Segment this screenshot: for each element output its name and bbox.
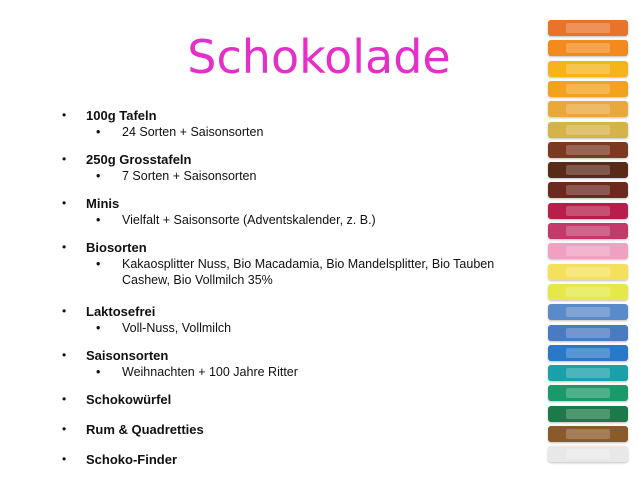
sub-item: [96, 124, 263, 140]
list-item: [62, 392, 171, 408]
chocolate-bar: [548, 162, 628, 178]
bullet: •: [62, 392, 67, 406]
bar-label-patch: [566, 84, 610, 94]
sub-item: [96, 212, 376, 228]
sub-item: [96, 364, 298, 380]
item-heading: 250g Grosstafeln: [86, 152, 192, 167]
chocolate-bar-stack-image: [548, 20, 628, 470]
chocolate-bar: [548, 203, 628, 219]
chocolate-bar: [548, 304, 628, 320]
sub-item-text: 7 Sorten + Saisonsorten: [122, 169, 257, 183]
bar-label-patch: [566, 449, 610, 459]
chocolate-bar: [548, 142, 628, 158]
bullet: •: [62, 196, 67, 210]
chocolate-bar: [548, 40, 628, 56]
sub-item: [96, 168, 256, 184]
bar-label-patch: [566, 64, 610, 74]
list-item: [62, 108, 263, 140]
bar-label-patch: [566, 287, 610, 297]
bullet: •: [62, 422, 67, 436]
bar-label-patch: [566, 206, 610, 216]
chocolate-bar: [548, 223, 628, 239]
bar-label-patch: [566, 348, 610, 358]
chocolate-bar: [548, 325, 628, 341]
bar-label-patch: [566, 246, 610, 256]
item-heading: Saisonsorten: [86, 348, 169, 363]
sub-item-text: Vielfalt + Saisonsorte (Adventskalender, z. B.): [122, 213, 376, 227]
bullet: •: [62, 240, 67, 254]
sub-item: [96, 320, 231, 336]
chocolate-bar: [548, 345, 628, 361]
bar-label-patch: [566, 145, 610, 155]
item-heading: Minis: [86, 196, 120, 211]
bar-label-patch: [566, 125, 610, 135]
sub-item-text: Kakaosplitter Nuss, Bio Macadamia, Bio Mandelsplitter, Bio Tauben Cashew, Bio Vollmilch 35%: [122, 257, 495, 287]
bullet: •: [62, 304, 67, 318]
sub-item-text: 24 Sorten + Saisonsorten: [122, 125, 264, 139]
item-heading: Rum & Quadretties: [86, 422, 204, 437]
chocolate-bar: [548, 182, 628, 198]
list-item: [62, 452, 177, 468]
chocolate-bar: [548, 81, 628, 97]
sub-bullet: •: [96, 365, 101, 379]
item-heading: Laktosefrei: [86, 304, 156, 319]
slide-title: Schokolade: [187, 30, 451, 84]
bar-label-patch: [566, 104, 610, 114]
bar-label-patch: [566, 165, 610, 175]
chocolate-bar: [548, 446, 628, 462]
sub-bullet: •: [96, 257, 101, 271]
bar-label-patch: [566, 43, 610, 53]
sub-bullet: •: [96, 213, 101, 227]
bar-label-patch: [566, 226, 610, 236]
sub-item-text: Weihnachten + 100 Jahre Ritter: [122, 365, 298, 379]
sub-bullet: •: [96, 125, 101, 139]
item-heading: 100g Tafeln: [86, 108, 157, 123]
bar-label-patch: [566, 328, 610, 338]
chocolate-bar: [548, 365, 628, 381]
list-item: [62, 422, 204, 438]
list-item: [62, 304, 231, 336]
list-item: [62, 152, 256, 184]
bar-label-patch: [566, 368, 610, 378]
item-heading: Schokowürfel: [86, 392, 172, 407]
bullet: •: [62, 152, 67, 166]
chocolate-bar: [548, 385, 628, 401]
sub-item: [96, 256, 542, 288]
bar-label-patch: [566, 267, 610, 277]
bar-label-patch: [566, 307, 610, 317]
item-heading: Schoko-Finder: [86, 452, 178, 467]
chocolate-bar: [548, 406, 628, 422]
bar-label-patch: [566, 409, 610, 419]
chocolate-bar: [548, 284, 628, 300]
chocolate-bar: [548, 243, 628, 259]
sub-bullet: •: [96, 321, 101, 335]
chocolate-bar: [548, 61, 628, 77]
list-item: [62, 240, 542, 288]
bar-label-patch: [566, 429, 610, 439]
bullet: •: [62, 452, 67, 466]
bullet: •: [62, 108, 67, 122]
bar-label-patch: [566, 388, 610, 398]
list-item: [62, 196, 376, 228]
bar-label-patch: [566, 185, 610, 195]
item-heading: Biosorten: [86, 240, 147, 255]
sub-item-text: Voll-Nuss, Vollmilch: [122, 321, 232, 335]
chocolate-bar: [548, 122, 628, 138]
chocolate-bar: [548, 101, 628, 117]
chocolate-bar: [548, 264, 628, 280]
sub-bullet: •: [96, 169, 101, 183]
bar-label-patch: [566, 23, 610, 33]
chocolate-bar: [548, 426, 628, 442]
list-item: [62, 348, 298, 380]
chocolate-bar: [548, 20, 628, 36]
bullet: •: [62, 348, 67, 362]
